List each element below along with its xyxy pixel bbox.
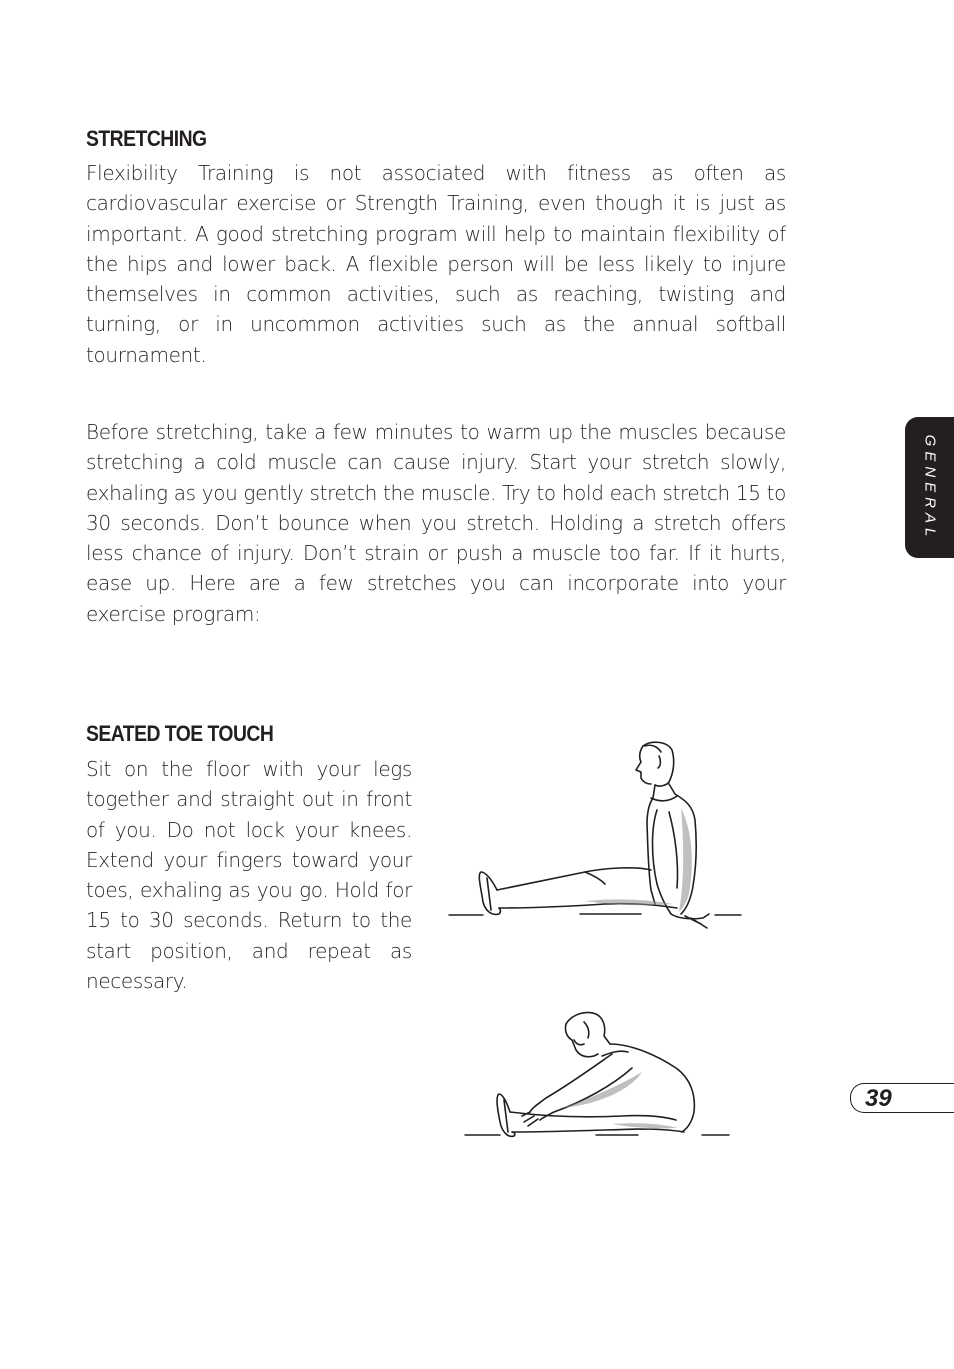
section-tab-label: GENERAL [921,434,938,541]
page-number: 39 [865,1085,892,1112]
seated-toe-touch-heading: SEATED TOE TOUCH [86,721,274,746]
page-number-box [850,1083,954,1113]
seated-upright-illustration [445,738,745,933]
section-tab [905,417,954,558]
stretching-heading: STRETCHING [86,126,207,151]
stretching-paragraph-1: Flexibility Training is not associated with fitness as often as cardiovascular exercise or Strength Training, even though it is just as important. A good stretching program will help to maintain flexibility of the hips and lower back. A flexible person will be less likely to injure themselves in common activities, such as reaching, twisting and turning, or in uncommon activities such as the annual softball tournament. [86,161,786,367]
stretching-paragraph-2: Before stretching, take a few minutes to warm up the muscles because stretching a cold muscle can cause injury. Start your stretch slowly, exhaling as you gently stretch the muscle. Try to hold each stretch 15 to 30 seconds. Don’t bounce when you stretch. Holding a stretch offers less chance of injury. Don’t strain or push a muscle too far. If it hurts, ease up. Here are a few stretches you can incorporate into your exercise program: [86,420,786,626]
seated-forward-illustration [462,1008,732,1140]
seated-toe-touch-text: Sit on the floor with your legs together and straight out in front of you. Do not lock your knees. Extend your fingers toward your toes, exhaling as you go. Hold for 15 to 30 seconds. Return to the start position, and repeat as necessary. [86,757,412,994]
